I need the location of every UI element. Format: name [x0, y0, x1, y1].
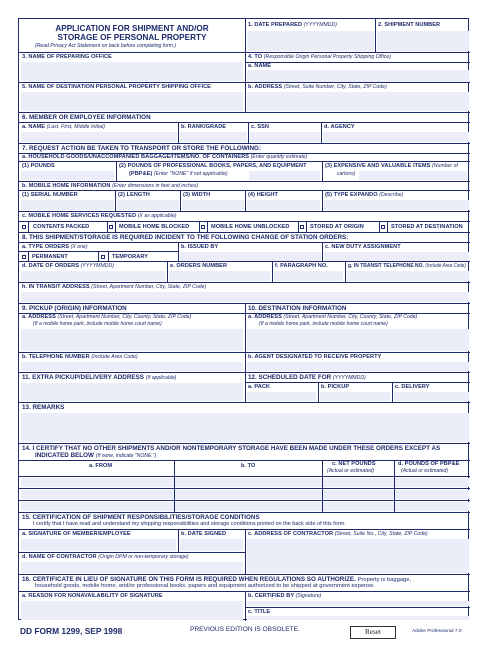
width-field[interactable] — [182, 200, 244, 210]
box10a-hint2: (If a mobile home park, include mobile home court name) — [259, 321, 388, 327]
box8-header: 8. THIS SHIPMENT/STORAGE IS REQUIRED INCIDENT TO THE FOLLOWING CHANGE OF STATION ORDERS: — [22, 234, 349, 241]
new-duty-assignment-field[interactable] — [324, 252, 469, 261]
box4a-label: a. NAME — [248, 63, 272, 69]
mobile-home-blocked-checkbox[interactable] — [109, 225, 113, 229]
box7a-label: a. HOUSEHOLD GOODS/UNACCOMPANIED BAGGAGE/ITEMS/NO. OF CONTAINERS (Enter quantity estimate) — [22, 154, 308, 160]
member-signature-field[interactable] — [21, 539, 176, 551]
origin-office-address-field[interactable] — [247, 92, 469, 111]
box15d-label: d. NAME OF CONTRACTOR (Origin DPM or non-temporary storage) — [22, 554, 189, 560]
box7b3-label: (3) WIDTH — [183, 192, 211, 198]
certified-by-field[interactable] — [247, 601, 469, 606]
box3-label: 3. NAME OF PREPARING OFFICE — [22, 54, 112, 60]
delivery-date-field[interactable] — [394, 392, 469, 401]
box14a-label: a. FROM — [89, 463, 113, 469]
box14c-hint: (Actual or estimated) — [327, 468, 374, 474]
in-transit-address-field[interactable] — [21, 292, 469, 302]
contractor-name-field[interactable] — [21, 562, 243, 573]
mobile-home-unblocked-label: MOBILE HOME UNBLOCKED — [211, 224, 290, 230]
box7a3-hint2: cartons) — [337, 171, 356, 177]
box14c-label: c. NET POUNDS — [332, 461, 376, 467]
permanent-label: PERMANENT — [32, 254, 68, 260]
agency-field[interactable] — [323, 132, 469, 142]
box4-label: 4. TO (Responsible Origin Personal Property Shipping Office) — [248, 54, 392, 60]
serial-number-field[interactable] — [21, 200, 114, 210]
stored-at-origin-label: STORED AT ORIGIN — [310, 224, 364, 230]
extra-address-field[interactable] — [21, 383, 243, 401]
box11-header: 11. EXTRA PICKUP/DELIVERY ADDRESS (If applicable) — [22, 374, 177, 381]
dd-form-1299 — [18, 18, 469, 620]
temporary-checkbox[interactable] — [101, 255, 105, 259]
shipment-row-2[interactable] — [21, 490, 469, 499]
box6b-label: b. RANK/GRADE — [181, 124, 227, 130]
form-title-line1: APPLICATION FOR SHIPMENT AND/OR — [55, 24, 209, 33]
box10a-label: a. ADDRESS (Street, Apartment Number, City, County, State, ZIP Code) — [248, 314, 418, 320]
box7b5-label: (5) TYPE EXPANDO (Describe) — [325, 192, 404, 198]
box14-line2: INDICATED BELOW (If none, indicate "NONE.") — [35, 452, 157, 459]
mobile-home-blocked-label: MOBILE HOME BLOCKED — [119, 224, 190, 230]
box16-text2: household goods, mobile home, and/or professional books, papers and equipment authorized to be shipped at government expense. — [35, 583, 375, 589]
box9b-label: b. TELEPHONE NUMBER (Include Area Code) — [22, 354, 138, 360]
pickup-phone-field[interactable] — [21, 362, 243, 371]
date-signed-field[interactable] — [180, 539, 243, 551]
form-title-hint: (Read Privacy Act Statement on back before completing form.) — [35, 43, 177, 49]
permanent-checkbox[interactable] — [22, 255, 26, 259]
mobile-home-unblocked-checkbox[interactable] — [201, 225, 205, 229]
box6a-label: a. NAME (Last, First, Middle Initial) — [22, 124, 106, 130]
contents-packed-label: CONTENTS PACKED — [33, 224, 90, 230]
box12b-label: b. PICKUP — [321, 384, 350, 390]
box16b-label: b. CERTIFIED BY (Signature) — [248, 593, 322, 599]
box15a-label: a. SIGNATURE OF MEMBER/EMPLOYEE — [22, 531, 131, 537]
box13-header: 13. REMARKS — [22, 404, 65, 411]
ssn-field[interactable] — [250, 132, 320, 142]
box7a3-label: (3) EXPENSIVE AND VALUABLE ITEMS (Number of — [325, 163, 458, 169]
box14b-label: b. TO — [241, 463, 256, 469]
box7c-label: c. MOBILE HOME SERVICES REQUESTED (X as applicable) — [22, 213, 177, 219]
pbpe-pounds-field[interactable] — [249, 171, 320, 180]
box8a-label: a. TYPE ORDERS (X one) — [22, 244, 88, 250]
box12-header: 12. SCHEDULED DATE FOR (YYYYMMDD) — [248, 374, 366, 381]
length-field[interactable] — [117, 200, 179, 210]
box15b-label: b. DATE SIGNED — [181, 531, 227, 537]
box15c-label: c. ADDRESS OF CONTRACTOR (Street, Suite No., City, State, ZIP Code) — [248, 531, 428, 537]
box12c-label: c. DELIVERY — [395, 384, 430, 390]
form-title-line2: STORAGE OF PERSONAL PROPERTY — [57, 33, 207, 42]
box8d-label: d. DATE OF ORDERS (YYYYMMDD) — [22, 263, 114, 269]
box16-header: 16. CERTIFICATE IN LIEU OF SIGNATURE ON THIS FORM IS REQUIRED WHEN REGULATIONS SO AUTHORIZE. Property is baggage, — [22, 576, 412, 583]
box8h-label: h. IN TRANSIT ADDRESS (Street, Apartment Number, City, State, ZIP Code) — [22, 284, 207, 290]
shipment-row-1[interactable] — [21, 478, 469, 487]
pack-date-field[interactable] — [247, 392, 316, 401]
box7-header: 7. REQUEST ACTION BE TAKEN TO TRANSPORT OR STORE THE FOLLOWING: — [22, 145, 262, 152]
box1-label: 1. DATE PREPARED (YYYYMMDD) — [248, 22, 337, 28]
origin-office-name-field[interactable] — [247, 70, 469, 82]
box10-header: 10. DESTINATION INFORMATION — [248, 305, 347, 312]
destination-office-field[interactable] — [21, 92, 243, 111]
shipment-row-3[interactable] — [21, 502, 469, 511]
box7b1-label: (1) SERIAL NUMBER — [22, 192, 78, 198]
box8e-label: e. ORDERS NUMBER — [170, 263, 228, 269]
box7a1-label: (1) POUNDS — [22, 163, 55, 169]
title-field[interactable] — [247, 616, 469, 620]
contractor-address-field[interactable] — [247, 539, 469, 573]
valuable-items-field[interactable] — [359, 171, 467, 180]
date-of-orders-field[interactable] — [21, 271, 165, 281]
box6d-label: d. AGENCY — [324, 124, 355, 130]
rank-grade-field[interactable] — [180, 132, 247, 142]
contents-packed-checkbox[interactable] — [22, 225, 26, 229]
box10b-label: b. AGENT DESIGNATED TO RECEIVE PROPERTY — [248, 354, 382, 360]
box12a-label: a. PACK — [248, 384, 271, 390]
box7b-label: b. MOBILE HOME INFORMATION (Enter dimensions in feet and inches) — [22, 183, 199, 189]
box6-header: 6. MEMBER OR EMPLOYEE INFORMATION — [22, 114, 151, 121]
previous-edition-note: PREVIOUS EDITION IS OBSOLETE. — [190, 626, 300, 633]
box2-label: 2. SHIPMENT NUMBER — [378, 22, 441, 28]
box15-header: 15. CERTIFICATION OF SHIPMENT RESPONSIBILITIES/STORAGE CONDITIONS — [22, 514, 260, 521]
box8b-label: b. ISSUED BY — [181, 244, 219, 250]
box9a-label: a. ADDRESS (Street, Apartment Number, City, County, State, ZIP Code) — [22, 314, 192, 320]
nonavailability-reason-field[interactable] — [21, 601, 243, 620]
box9a-hint2: (If a mobile home park, include mobile home court name) — [33, 321, 162, 327]
box9-header: 9. PICKUP (ORIGIN) INFORMATION — [22, 305, 127, 312]
pounds-field[interactable] — [21, 171, 114, 180]
stored-at-destination-label: STORED AT DESTINATION — [391, 224, 463, 230]
box8c-label: c. NEW DUTY ASSIGNMENT — [325, 244, 401, 250]
remarks-field[interactable] — [21, 413, 469, 442]
destination-address-field[interactable] — [247, 329, 469, 351]
box7b2-label: (2) LENGTH — [118, 192, 150, 198]
box8f-label: f. PARAGRAPH NO. — [275, 263, 328, 269]
date-prepared-field[interactable] — [247, 31, 374, 51]
box7a2-label: (2) POUNDS OF PROFESSIONAL BOOKS, PAPERS, AND EQUIPMENT — [119, 163, 307, 169]
box7a2-sub: (PBP&E) (Enter "NONE" if not applicable) — [129, 171, 228, 177]
preparing-office-field[interactable] — [21, 62, 243, 81]
stored-at-destination-checkbox[interactable] — [381, 225, 385, 229]
agent-designated-field[interactable] — [247, 362, 469, 371]
member-name-field[interactable] — [21, 132, 177, 142]
stored-at-origin-checkbox[interactable] — [300, 225, 304, 229]
box16c-label: c. TITLE — [248, 609, 271, 615]
height-field[interactable] — [247, 200, 320, 210]
issued-by-field[interactable] — [180, 252, 321, 261]
box16a-label: a. REASON FOR NONAVAILABILITY OF SIGNATURE — [22, 593, 163, 599]
box6c-label: c. SSN — [251, 124, 270, 130]
box14-line1: 14. I CERTIFY THAT NO OTHER SHIPMENTS AND/OR NONTEMPORARY STORAGE HAVE BEEN MADE UNDER THESE ORDERS EXCEPT AS — [22, 445, 441, 452]
box14d-hint: (Actual or estimated) — [401, 468, 448, 474]
pickup-address-field[interactable] — [21, 329, 243, 351]
pickup-date-field[interactable] — [320, 392, 390, 401]
form-number: DD FORM 1299, SEP 1998 — [20, 626, 123, 636]
box14d-label: d. POUNDS OF PBP&E — [398, 461, 460, 467]
box7b4-label: (4) HEIGHT — [248, 192, 279, 198]
box8g-label: g. IN TRANSIT TELEPHONE NO. (Include Area Code) — [348, 263, 466, 269]
paragraph-no-field[interactable] — [274, 271, 343, 281]
in-transit-phone-field[interactable] — [347, 271, 469, 281]
software-note: Adobe Professional 7.0 — [412, 629, 462, 634]
temporary-label: TEMPORARY — [112, 254, 148, 260]
orders-number-field[interactable] — [169, 271, 270, 281]
expando-field[interactable] — [324, 200, 469, 210]
reset-button[interactable]: Reset — [350, 626, 396, 639]
shipment-number-field[interactable] — [377, 31, 469, 51]
box5-label: 5. NAME OF DESTINATION PERSONAL PROPERTY SHIPPING OFFICE — [22, 84, 211, 90]
box4b-label: b. ADDRESS (Street, Suite Number, City, State, ZIP Code) — [248, 84, 387, 90]
box15-text: I certify that I have read and understand my shipping responsibilities and storage conditions printed on the back side of this form. — [33, 521, 346, 527]
